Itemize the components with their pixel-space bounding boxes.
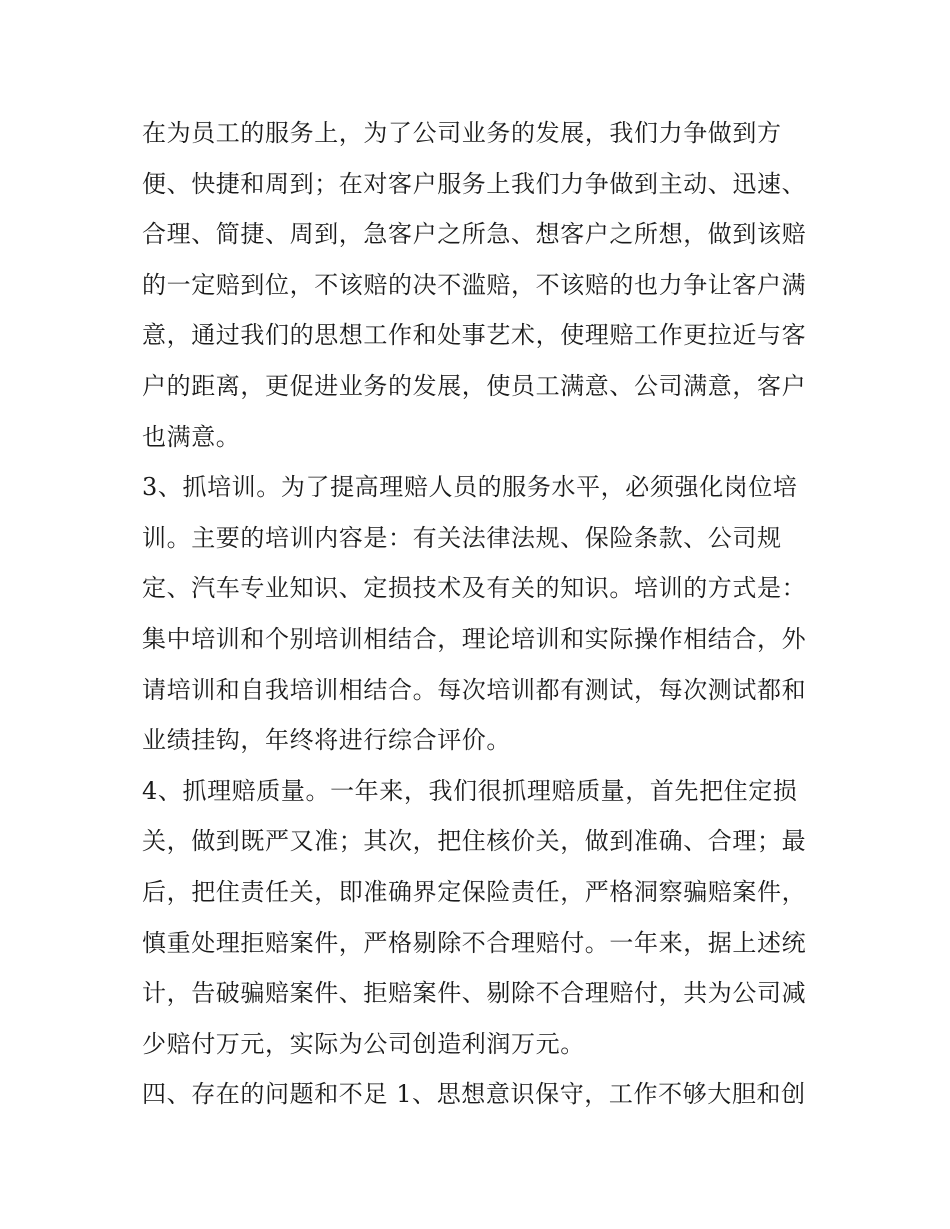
text-line: 请培训和自我培训相结合。每次培训都有测试，每次测试都和 — [142, 675, 807, 704]
text-line: 慎重处理拒赔案件，严格剔除不合理赔付。一年来，据上述统 — [142, 928, 807, 957]
text-line: 也满意。 — [142, 422, 241, 451]
text-line: 少赔付万元，实际为公司创造利润万元。 — [142, 1029, 585, 1058]
text-line: 关，做到既严又准；其次，把住核价关，做到准确、合理；最 — [142, 827, 807, 856]
text-line: 集中培训和个别培训相结合，理论培训和实际操作相结合，外 — [142, 624, 807, 653]
text-line: 定、汽车专业知识、定损技术及有关的知识。培训的方式是： — [142, 574, 807, 603]
text-line: 业绩挂钩，年终将进行综合评价。 — [142, 726, 511, 755]
document-body — [142, 108, 822, 1120]
text-line: 计，告破骗赔案件、拒赔案件、剔除不合理赔付，共为公司减 — [142, 979, 807, 1008]
text-line: 的一定赔到位，不该赔的决不滥赔，不该赔的也力争让客户满 — [142, 270, 807, 299]
text-line: 训。主要的培训内容是：有关法律法规、保险条款、公司规 — [142, 523, 782, 552]
text-line: 4、抓理赔质量。一年来，我们很抓理赔质量，首先把住定损 — [142, 776, 798, 805]
text-line: 户的距离，更促进业务的发展，使员工满意、公司满意，客户 — [142, 371, 807, 400]
text-line: 意，通过我们的思想工作和处事艺术，使理赔工作更拉近与客 — [142, 321, 807, 350]
text-line: 3、抓培训。为了提高理赔人员的服务水平，必须强化岗位培 — [142, 473, 798, 502]
text-line: 四、存在的问题和不足 1、思想意识保守，工作不够大胆和创 — [142, 1080, 806, 1109]
text-line: 合理、简捷、周到，急客户之所急、想客户之所想，做到该赔 — [142, 220, 807, 249]
text-line: 后，把住责任关，即准确界定保险责任，严格洞察骗赔案件， — [142, 877, 807, 906]
text-line: 在为员工的服务上，为了公司业务的发展，我们力争做到方 — [142, 119, 782, 147]
text-line: 便、快捷和周到；在对客户服务上我们力争做到主动、迅速、 — [142, 169, 807, 198]
